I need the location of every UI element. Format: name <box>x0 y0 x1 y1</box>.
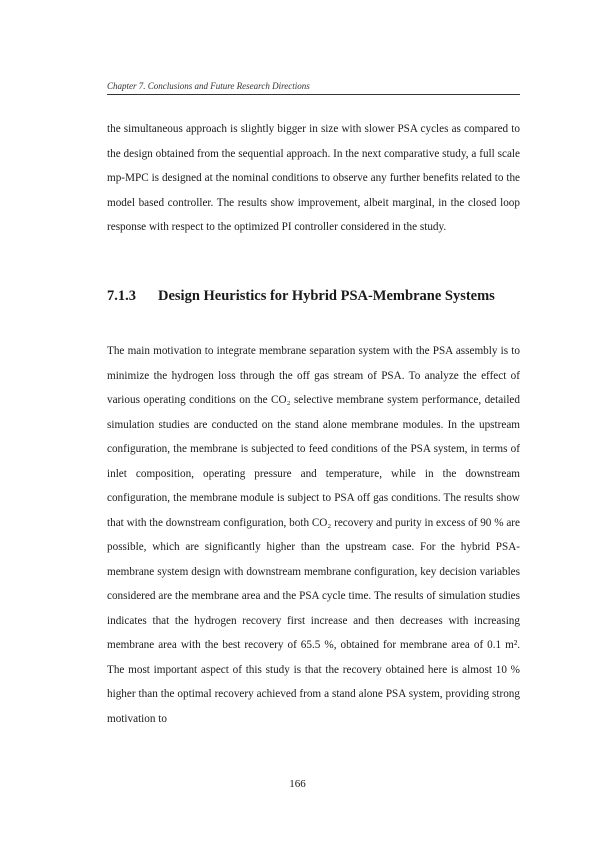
section-title: Design Heuristics for Hybrid PSA-Membrane Systems <box>158 288 495 304</box>
header-rule <box>107 94 520 95</box>
body-paragraph-2: The main motivation to integrate membrane separation system with the PSA assembly is to minimize the hydrogen loss through the off gas stream of PSA. To analyze the effect of various operating conditions on the CO₂ selective membrane system performance, detailed simulation studies are conducted on the stand alone membrane modules. In the upstream configuration, the membrane is subjected to feed conditions of the PSA system, in terms of inlet composition, operating pressure and temperature, while in the downstream configuration, the membrane module is subject to PSA off gas conditions. The results show that with the downstream configuration, both CO₂ recovery and purity in excess of 90 % are possible, which are significantly higher than the upstream case. For the hybrid PSA-membrane system design with downstream membrane configuration, key decision variables considered are the membrane area and the PSA cycle time. The results of simulation studies indicates that the hydrogen recovery first increase and then decreases with increasing membrane area with the best recovery of 65.5 %, obtained for membrane area of 0.1 m². The most important aspect of this study is that the recovery obtained here is almost 10 % higher than the optimal recovery achieved from a stand alone PSA system, providing strong motivation to <box>107 345 520 725</box>
body-paragraph-1: the simultaneous approach is slightly bigger in size with slower PSA cycles as compared to the design obtained from the sequential approach. In the next comparative study, a full scale mp-MPC is designed at the nominal conditions to observe any further benefits related to the model based controller. The results show improvement, albeit marginal, in the closed loop response with respect to the optimized PI controller considered in the study. <box>107 123 520 233</box>
section-number: 7.1.3 <box>107 288 136 304</box>
page-number: 166 <box>289 778 306 790</box>
running-header: Chapter 7. Conclusions and Future Research Directions <box>107 81 310 91</box>
